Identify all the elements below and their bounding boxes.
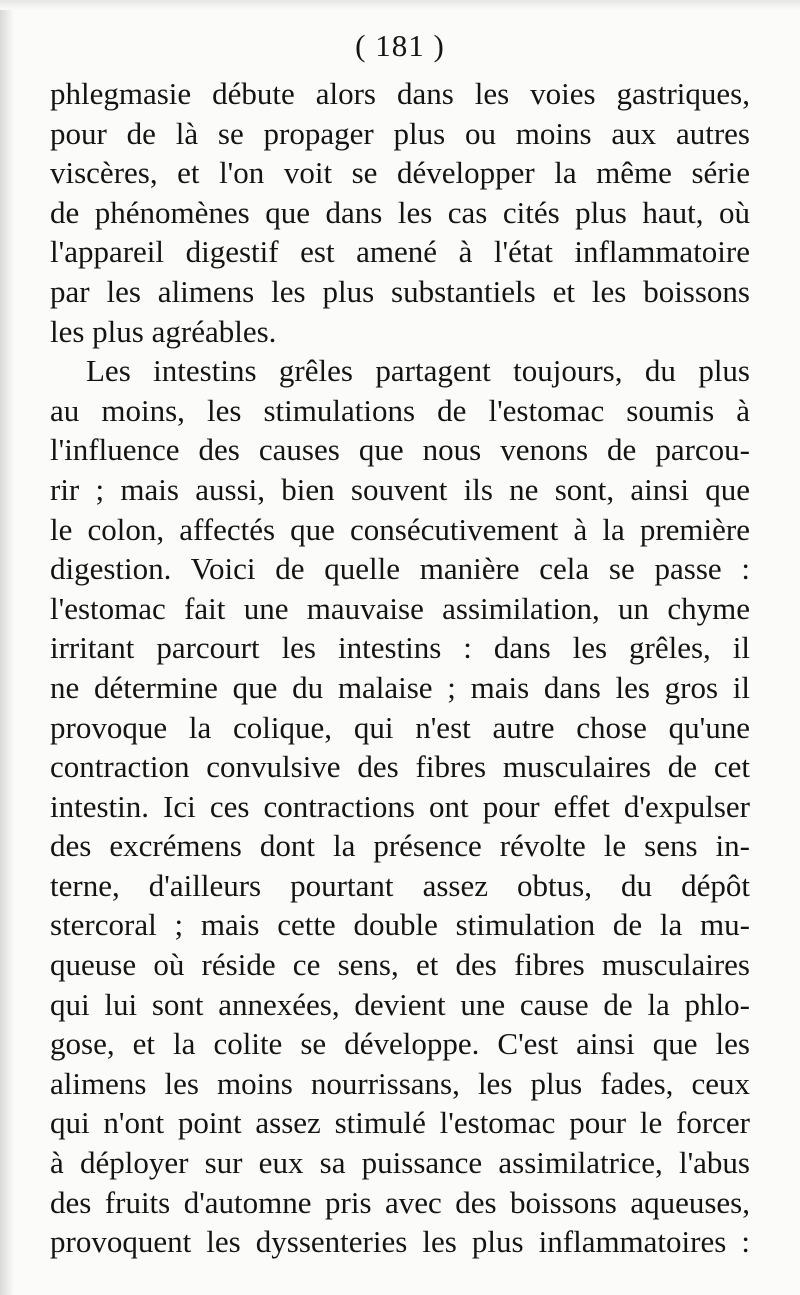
text-line: qui n'ont point assez stimulé l'estomac pour le forcer: [50, 1105, 750, 1141]
text-line: terne, d'ailleurs pourtant assez obtus, du dépôt: [50, 867, 750, 903]
text-line: gose, et la colite se développe. C'est ainsi que les: [50, 1026, 750, 1062]
text-line: provoquent les dyssenteries les plus inflammatoires :: [50, 1224, 750, 1260]
text-line: ne détermine que du malaise ; mais dans les gros il: [50, 669, 750, 705]
body-text: [50, 74, 750, 1262]
text-line: stercoral ; mais cette double stimulation de la mu-: [50, 907, 750, 943]
text-line: le colon, affectés que consécutivement à la première: [50, 511, 750, 547]
text-line: intestin. Ici ces contractions ont pour effet d'expulser: [50, 788, 750, 824]
text-line: queuse où réside ce sens, et des fibres musculaires: [50, 947, 750, 983]
text-line: phlegmasie débute alors dans les voies gastriques,: [50, 76, 750, 111]
text-line: l'estomac fait une mauvaise assimilation, un chyme: [50, 590, 750, 626]
text-line: digestion. Voici de quelle manière cela se passe :: [50, 551, 750, 587]
text-line: pour de là se propager plus ou moins aux autres: [50, 115, 750, 151]
text-line: contraction convulsive des fibres musculaires de cet: [50, 749, 750, 785]
text-line: des fruits d'automne pris avec des boissons aqueuses,: [50, 1184, 750, 1220]
text-line: l'influence des causes que nous venons de parcou-: [50, 432, 750, 468]
paragraph-end-line: les plus agréables.: [50, 313, 277, 349]
text-line: alimens les moins nourrissans, les plus fades, ceux: [50, 1065, 750, 1101]
text-line: de phénomènes que dans les cas cités plus haut, où: [50, 194, 750, 230]
page-number: ( 181 ): [355, 28, 445, 63]
paragraph-start-line: Les intestins grêles partagent toujours, du plus: [86, 353, 750, 389]
scan-shadow-top: [0, 0, 800, 10]
text-line: rir ; mais aussi, bien souvent ils ne sont, ainsi que: [50, 471, 750, 507]
text-line: viscères, et l'on voit se développer la même série: [50, 155, 750, 191]
text-line: au moins, les stimulations de l'estomac soumis à: [50, 392, 750, 428]
text-line: par les alimens les plus substantiels et les boissons: [50, 273, 750, 309]
text-line: des excrémens dont la présence révolte le sens in-: [50, 828, 750, 864]
text-line: irritant parcourt les intestins : dans les grêles, il: [50, 630, 750, 666]
scan-shadow-left: [0, 0, 14, 1295]
text-line: qui lui sont annexées, devient une cause de la phlo-: [50, 986, 750, 1022]
text-line: provoque la colique, qui n'est autre chose qu'une: [50, 709, 750, 745]
text-line: à déployer sur eux sa puissance assimilatrice, l'abus: [50, 1145, 750, 1181]
text-line: l'appareil digestif est amené à l'état inflammatoire: [50, 234, 750, 270]
